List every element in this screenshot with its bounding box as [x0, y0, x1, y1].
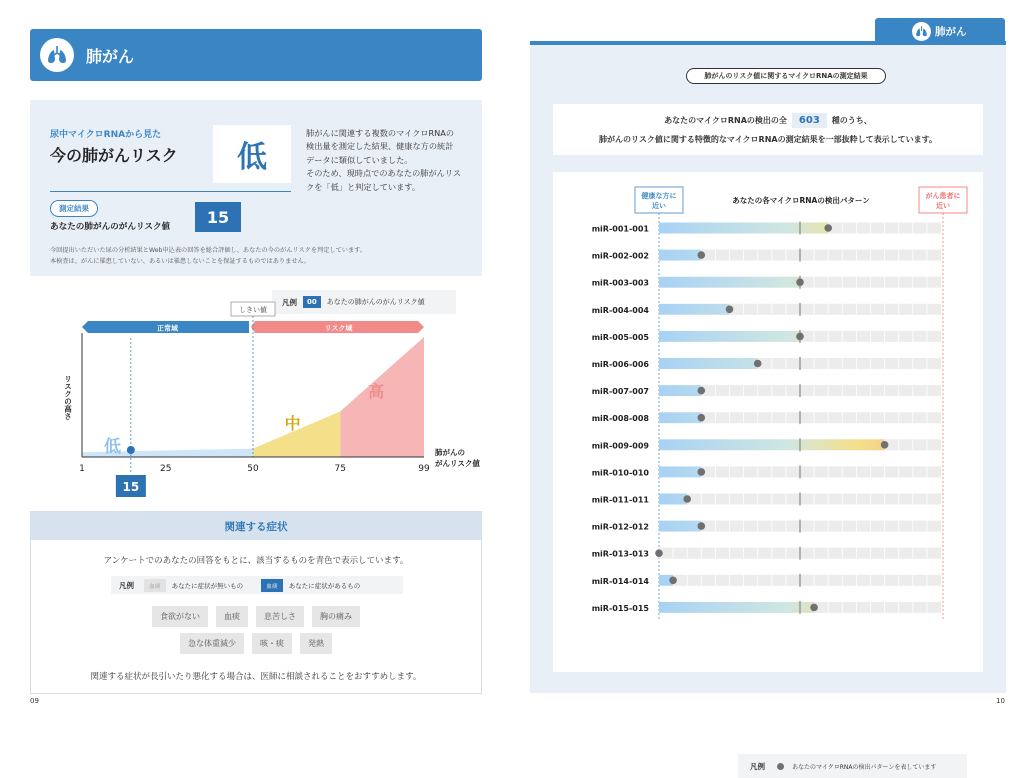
legend-chip-on: 血痰	[261, 579, 283, 592]
mirna-point	[726, 306, 734, 314]
mirna-label: miR-007-007	[591, 387, 649, 397]
healthy-label: 健康な方に	[641, 192, 677, 200]
legend-label: 凡例	[282, 297, 297, 307]
symptoms-legend	[111, 576, 403, 594]
lungs-icon	[40, 38, 74, 72]
symptoms-footer: 関連する症状が長引いたり悪化する場合は、医師に相談されることをおすすめします。	[90, 672, 422, 682]
x-tick-label: 75	[334, 464, 346, 474]
mirna-point	[824, 224, 832, 232]
legend-off-text: あなたに症状が無いもの	[171, 581, 244, 590]
risk-level: 低	[213, 125, 291, 183]
mirna-label: miR-005-005	[591, 332, 649, 342]
result-badge: 測定結果	[50, 200, 98, 217]
mirna-label: miR-008-008	[591, 414, 649, 424]
mirna-point	[796, 278, 804, 286]
mirna-label: miR-009-009	[591, 441, 649, 451]
symptom-item: 食欲がない	[152, 606, 208, 627]
intro-line-1	[553, 113, 983, 128]
x-tick-label: 25	[160, 464, 172, 474]
mirna-label: miR-015-015	[591, 603, 649, 613]
normal-zone-label: 正常域	[157, 324, 178, 333]
legend-text: あなたの肺がんのがんリスク値	[326, 298, 425, 306]
marker-label: 15	[122, 480, 140, 494]
risk-summary-card	[30, 100, 482, 276]
symptoms-title: 関連する症状	[31, 512, 481, 540]
mirna-point	[754, 360, 762, 368]
intro-suffix: 種のうち、	[831, 116, 872, 125]
page-number: 10	[996, 697, 1005, 705]
left-page	[0, 0, 512, 724]
symptom-item: 胸の痛み	[312, 606, 360, 627]
mirna-label: miR-003-003	[591, 278, 649, 288]
mirna-point	[698, 387, 706, 395]
symptom-item: 血痰	[216, 606, 248, 627]
risk-chart	[30, 285, 482, 505]
section-pill: 肺がんのリスク値に関するマイクロRNAの測定結果	[686, 68, 886, 84]
mirna-point	[669, 577, 677, 585]
x-tick-label: 99	[418, 464, 430, 474]
desc-line: そのため、現時点でのあなたの肺がんリス	[306, 168, 462, 179]
risk-description	[306, 127, 471, 194]
mirna-point	[683, 495, 691, 503]
threshold-label: しきい値	[239, 306, 267, 314]
mirna-point	[881, 441, 889, 449]
band-label: 中	[284, 414, 301, 433]
cancer-label: がん患者に	[925, 192, 961, 200]
note-line: 本検査は、がんに罹患していない、あるいは罹患しないことを保証するものではありません。	[50, 258, 311, 265]
mirna-legend	[738, 754, 967, 778]
mirna-point	[698, 522, 706, 530]
band-label: 低	[104, 437, 121, 457]
intro-box	[553, 104, 983, 155]
legend-dot	[777, 763, 784, 770]
mirna-chart	[553, 172, 983, 771]
risk-title: 今の肺がんリスク	[50, 146, 178, 165]
page-number: 09	[30, 697, 39, 705]
risk-notes	[50, 245, 470, 267]
intro-prefix: あなたのマイクロRNAの検出の全	[664, 116, 787, 125]
x-axis-label: 肺がんの	[435, 448, 465, 457]
mirna-label: miR-004-004	[591, 305, 649, 315]
lungs-icon	[912, 22, 931, 41]
desc-line: 検出量を測定した結果、健康な方の統計	[306, 141, 454, 152]
risk-chart-svg	[30, 285, 482, 505]
mirna-point	[655, 549, 663, 557]
mirna-panel	[530, 45, 1006, 771]
mirna-point	[698, 468, 706, 476]
result-value: 15	[195, 202, 241, 232]
x-tick-label: 1	[79, 464, 85, 474]
mirna-point	[698, 251, 706, 259]
divider	[50, 191, 291, 192]
cancer-label: 近い	[936, 202, 950, 210]
right-page	[512, 0, 1024, 771]
marker-dot	[127, 446, 135, 454]
x-axis-label: がんリスク値	[435, 459, 480, 468]
desc-line: データに類似していました。	[306, 154, 413, 165]
x-tick-label: 50	[247, 464, 259, 474]
symptoms-lead: アンケートでのあなたの回答をもとに、該当するものを青色で表示しています。	[103, 556, 409, 566]
legend-label: 凡例	[119, 580, 134, 590]
mirna-chart-svg	[553, 172, 983, 672]
symptom-item: 息苦しさ	[256, 606, 304, 627]
desc-line: クを「低」と判定しています。	[306, 181, 420, 192]
tab-title: 肺がん	[935, 26, 967, 38]
mirna-label: miR-012-012	[591, 522, 649, 532]
section-title: 肺がん	[86, 46, 135, 66]
mirna-label: miR-002-002	[591, 251, 649, 261]
result-label: あなたの肺がんのがんリスク値	[50, 222, 171, 232]
mirna-label: miR-001-001	[591, 224, 649, 234]
healthy-label: 近い	[652, 202, 666, 210]
note-line: 今回提出いただいた尿の分析結果とWeb申込表の回答を総合評価し、あなたの今のがんリスクを判定しています。	[50, 247, 367, 254]
mirna-point	[698, 414, 706, 422]
y-axis-label: リスクの高さ	[63, 375, 73, 420]
mirna-point	[810, 604, 818, 612]
symptom-item: 急な体重減少	[180, 633, 244, 654]
mirna-label: miR-013-013	[591, 549, 649, 559]
mirna-label: miR-006-006	[591, 360, 649, 369]
risk-subtitle: 尿中マイクロRNAから見た	[50, 130, 162, 140]
legend-chip: 00	[303, 296, 321, 308]
section-header	[30, 29, 482, 81]
legend-label: 凡例	[750, 761, 765, 771]
desc-line: 肺がんに関連する複数のマイクロRNAの	[306, 128, 455, 138]
mirna-label: miR-014-014	[591, 576, 649, 586]
chart-title: あなたの各マイクロRNAの検出パターン	[732, 196, 870, 205]
mirna-label: miR-011-011	[591, 495, 649, 505]
symptoms-panel	[30, 511, 482, 694]
mirna-label: miR-010-010	[591, 468, 649, 478]
mirna-point	[796, 333, 804, 341]
intro-count: 603	[792, 113, 827, 128]
legend-chip-off: 血痰	[144, 579, 166, 592]
band-label: 高	[368, 382, 385, 401]
symptom-item: 咳・痰	[252, 633, 292, 654]
legend-text: あなたのマイクロRNAの検出パターンを表しています	[792, 763, 937, 771]
legend-on-text: あなたに症状があるもの	[288, 581, 361, 590]
symptom-item: 発熱	[300, 633, 332, 654]
risk-zone-label: リスク域	[324, 324, 353, 333]
symptom-list	[31, 606, 481, 654]
intro-line-2: 肺がんのリスク値に関する特徴的なマイクロRNAの測定結果を一部抜粋して表示しています。	[599, 135, 937, 144]
